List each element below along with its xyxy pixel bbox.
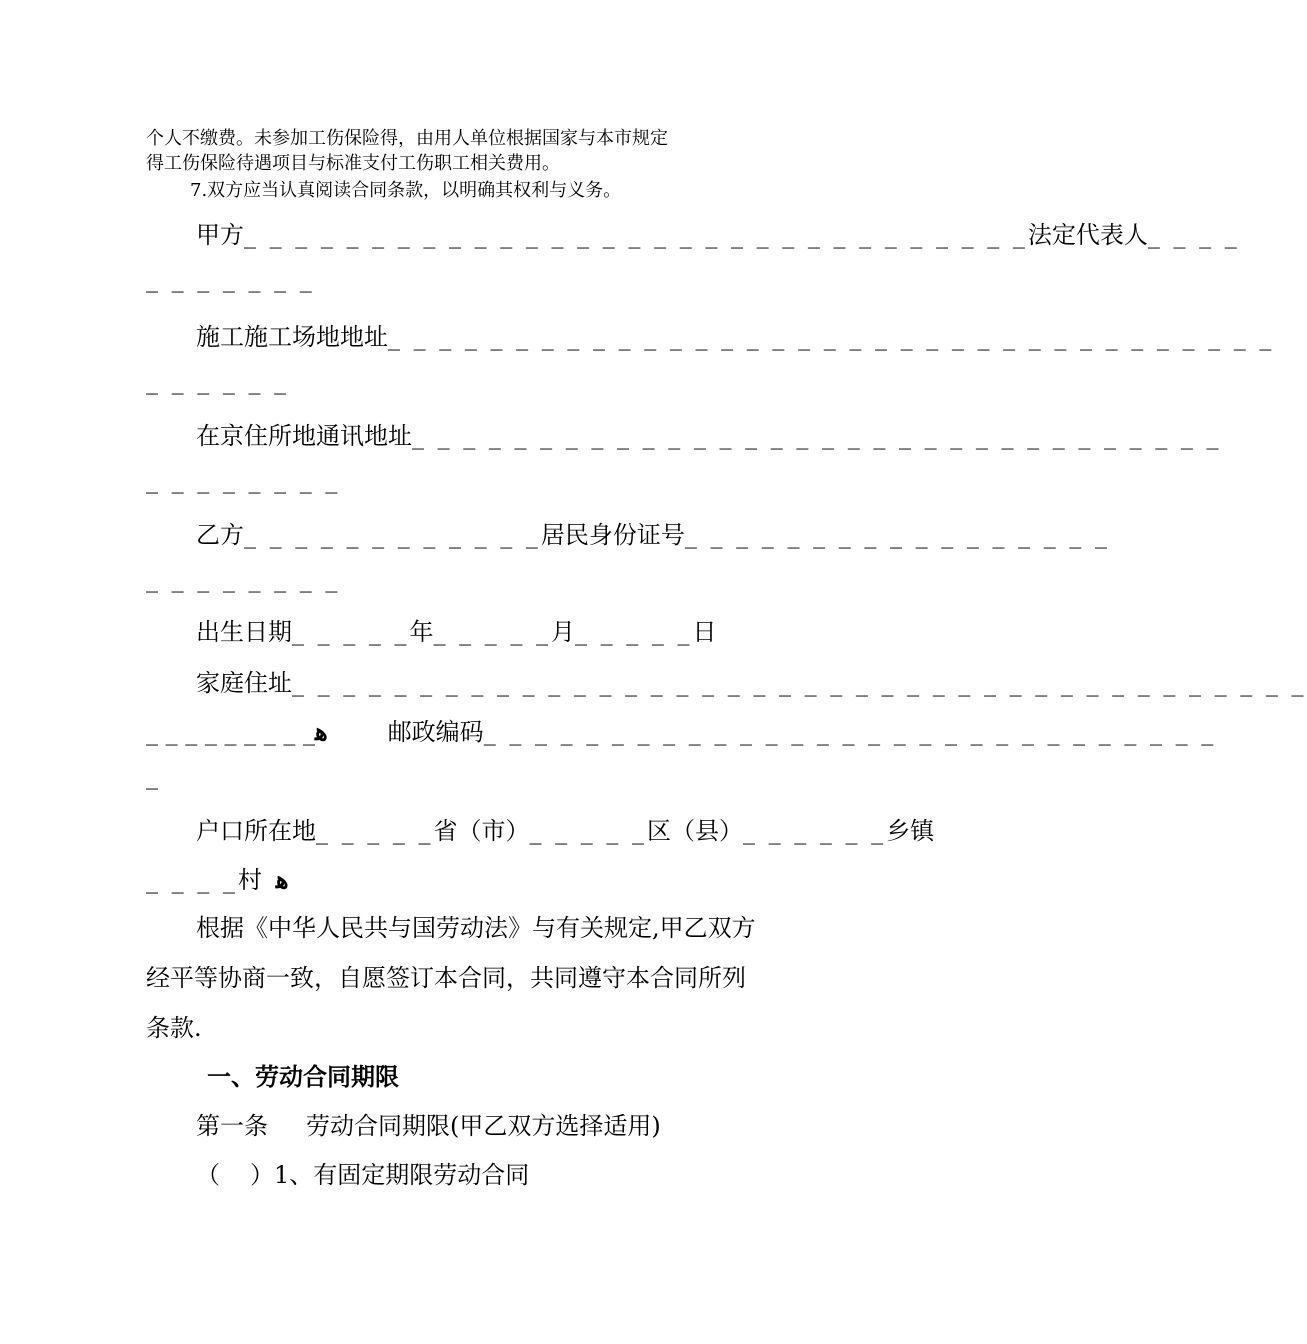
id-label: 居民身份证号 [540,521,685,549]
postal-label: 邮政编码 [387,718,484,746]
intro-line-2: 得工伤保险待遇项目与标准支付工伤职工相关费用。 [146,153,560,174]
article-1-text: 劳动合同期限(甲乙双方选择适用) [306,1112,661,1140]
party-b-blank: _ _ _ _ _ _ _ _ _ _ _ _ [244,521,541,549]
party-a-blank: _ _ _ _ _ _ _ _ _ _ _ _ _ _ _ _ _ _ _ _ _ _ _ _ _ _ _ _ _ _ _ [244,221,1028,249]
hukou-province-blank: _ _ _ _ _ [316,817,434,845]
hukou-village-row [146,860,289,895]
hukou-town-blank: _ _ _ _ _ _ [743,817,887,845]
village-label: 村 [237,866,262,894]
party-a-label: 甲方 [196,221,244,249]
option-1-paren-open: （ [196,1161,220,1189]
option-1-paren-close: ） [250,1161,274,1189]
beijing-address-label: 在京住所地通讯地址 [196,422,412,450]
body-para-line-2: 经平等协商一致，自愿签订本合同，共同遵守本合同所列 [146,964,746,992]
hukou-label: 户口所在地 [196,817,316,845]
home-postal-row [146,712,1216,747]
district-label: 区（县） [647,817,744,845]
id-blank-cont: _ _ _ _ _ _ _ _ [146,565,341,593]
id-blank: _ _ _ _ _ _ _ _ _ _ _ _ _ _ _ _ _ [684,521,1110,549]
site-address-label: 施工施工场地地址 [196,323,388,351]
postal-blank: _ _ _ _ _ _ _ _ _ _ _ _ _ _ _ _ _ _ _ _ _ _ _ _ _ _ _ _ _ [483,718,1217,746]
option-1-text: 1、有固定期限劳动合同 [274,1161,530,1189]
home-address-row [196,663,1307,698]
article-1-label: 第一条 [196,1112,268,1140]
birth-month-blank: _ _ _ _ _ [433,618,552,646]
site-address-row [196,317,1274,352]
legal-rep-blank-cont: _ _ _ _ _ _ _ [146,265,315,293]
intro-line-3: 7.双方应当认真阅读合同条款，以明确其权利与义务。 [190,180,622,201]
birth-label: 出生日期 [196,618,292,646]
beijing-address-row [196,416,1222,451]
home-address-label: 家庭住址 [196,669,292,697]
birth-day-blank: _ _ _ _ _ [575,618,693,646]
birth-date-row [196,612,717,647]
body-para-line-3: 条款. [146,1014,202,1042]
hukou-row [196,811,934,846]
month-label: 月 [551,618,576,646]
party-a-row [196,215,1240,250]
birth-year-blank: _ _ _ _ _ [292,618,410,646]
home-address-blank: _ _ _ _ _ _ _ _ _ _ _ _ _ _ _ _ _ _ _ _ _ _ _ _ _ _ _ _ _ _ _ _ _ _ _ _ _ _ _ _ [292,669,1307,697]
beijing-address-blank: _ _ _ _ _ _ _ _ _ _ _ _ _ _ _ _ _ _ _ _ _ _ _ _ _ _ _ _ _ _ _ _ [412,422,1222,450]
beijing-address-blank-cont: _ _ _ _ _ _ _ _ [146,466,341,494]
mark-glyph-2: ﻫ [275,865,289,894]
legal-rep-label: 法定代表人 [1027,221,1148,249]
year-label: 年 [409,618,434,646]
town-label: 乡镇 [886,817,935,845]
home-address-blank-cont: _ _ _ _ _ _ _ _ _ [146,718,316,746]
section-heading: 一、劳动合同期限 [207,1062,399,1091]
party-b-label: 乙方 [196,521,244,549]
site-address-blank-cont: _ _ _ _ _ _ [146,367,290,395]
intro-line-1: 个人不缴费。未参加工伤保险得，由用人单位根据国家与本市规定 [146,128,668,149]
postal-blank-cont: _ [146,762,158,790]
province-label: 省（市） [433,817,530,845]
legal-rep-blank: _ _ _ _ [1147,221,1240,249]
article-1-row [196,1106,661,1141]
hukou-district-blank: _ _ _ _ _ [529,817,648,845]
option-1-row [196,1155,529,1190]
site-address-blank: _ _ _ _ _ _ _ _ _ _ _ _ _ _ _ _ _ _ _ _ _ _ _ _ _ _ _ _ _ _ _ _ _ _ _ [388,323,1275,351]
body-para-line-1: 根据《中华人民共与国劳动法》与有关规定,甲乙双方 [196,914,756,942]
day-label: 日 [692,618,717,646]
party-b-row [196,515,1110,550]
hukou-village-blank: _ _ _ _ [146,866,238,894]
mark-glyph: ﻫ [315,717,328,746]
